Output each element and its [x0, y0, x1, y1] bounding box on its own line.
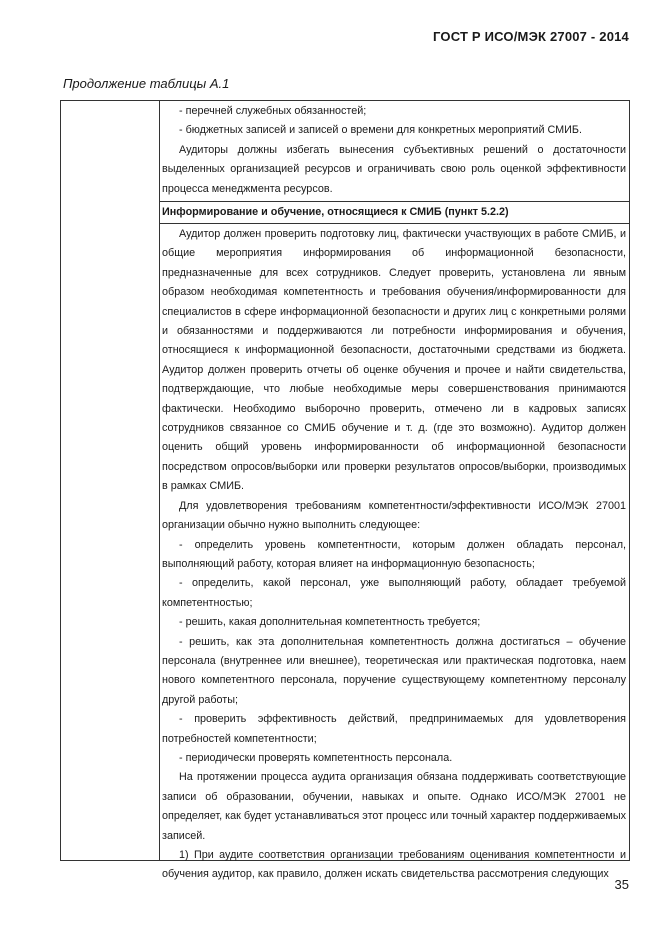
list-item: - решить, какая дополнительная компетентность требуется; — [179, 616, 481, 629]
paragraph: Аудиторы должны избегать вынесения субъективных решений о достаточности выделенных организацией ресурсов и ограничивать свою роль оценкой эффективности процесса менеджмента ресурсов. — [162, 143, 626, 195]
row-divider — [160, 223, 629, 224]
table-caption: Продолжение таблицы А.1 — [63, 76, 230, 91]
row-divider — [160, 201, 629, 202]
paragraph: Для удовлетворения требованиям компетентности/эффективности ИСО/МЭК 27001 организации обычно нужно выполнить следующее: — [162, 499, 626, 532]
document-header: ГОСТ Р ИСО/МЭК 27007 - 2014 — [433, 29, 629, 44]
list-item: - определить, какой персонал, уже выполняющий работу, обладает требуемой компетентностью; — [162, 577, 626, 609]
list-item: - определить уровень компетентности, которым должен обладать персонал, выполняющий работу, которая влияет на информационную безопасность; — [162, 538, 626, 570]
list-item: - проверить эффективность действий, предпринимаемых для удовлетворения потребностей компетентности; — [162, 713, 626, 745]
top-cell — [160, 102, 629, 199]
list-item: - периодически проверять компетентность персонала. — [179, 751, 453, 764]
paragraph: 1) При аудите соответствия организации требованиям оценивания компетентности и обучения аудитор, как правило, должен искать свидетельства рассмотрения следующих — [162, 849, 626, 881]
list-item: - решить, как эта дополнительная компетентность должна достигаться – обучение персонала (внутреннее или внешнее), теоретическая или практическая подготовка, наем нового компетентного персонала, поручение существующему компетентному персоналу другой работы; — [162, 635, 626, 706]
section-body — [160, 225, 629, 885]
list-item: - перечней служебных обязанностей; — [179, 105, 367, 117]
paragraph: Аудитор должен проверить подготовку лиц, фактически участвующих в работе СМИБ, и общие мероприятия информирования об информационной безопасности, предназначенные для всех сотрудников. Следует проверить, установлена ли явным образом необходимая компетентность и требования обучения/информированности для специалистов в сфере информационной безопасности и других лиц с конкретными ролями и обязанностями и поддерживаются ли потребности информирования и обучения, относящиеся к информационной безопасности, достаточными средствами из бюджета. Аудитор должен проверить отчеты об оценке обучения и прочее и найти свидетельства, подтверждающие, что любые необходимые меры совершенствования принимаются фактически. Необходимо выборочно проверить, отмечено ли в кадровых записях сотрудников связанное со СМИБ обучение и т. д. (где это возможно). Аудитор должен оценить общий уровень информированности об информационной безопасности посредством опросов/выборки или проверки результатов опросов/выборки, производимых в рамках СМИБ. — [162, 228, 626, 493]
page-number: 35 — [614, 877, 629, 892]
continuation-table — [60, 100, 630, 881]
section-heading: Информирование и обучение, относящиеся к СМИБ (пункт 5.2.2) — [162, 206, 509, 218]
paragraph: На протяжении процесса аудита организация обязана поддерживать соответствующие записи об образовании, обучении, навыках и опыте. Однако ИСО/МЭК 27001 не определяет, как будет устанавливаться этот процесс или точный характер поддерживаемых записей. — [162, 771, 626, 842]
list-item: - бюджетных записей и записей о времени для конкретных мероприятий СМИБ. — [179, 124, 582, 137]
